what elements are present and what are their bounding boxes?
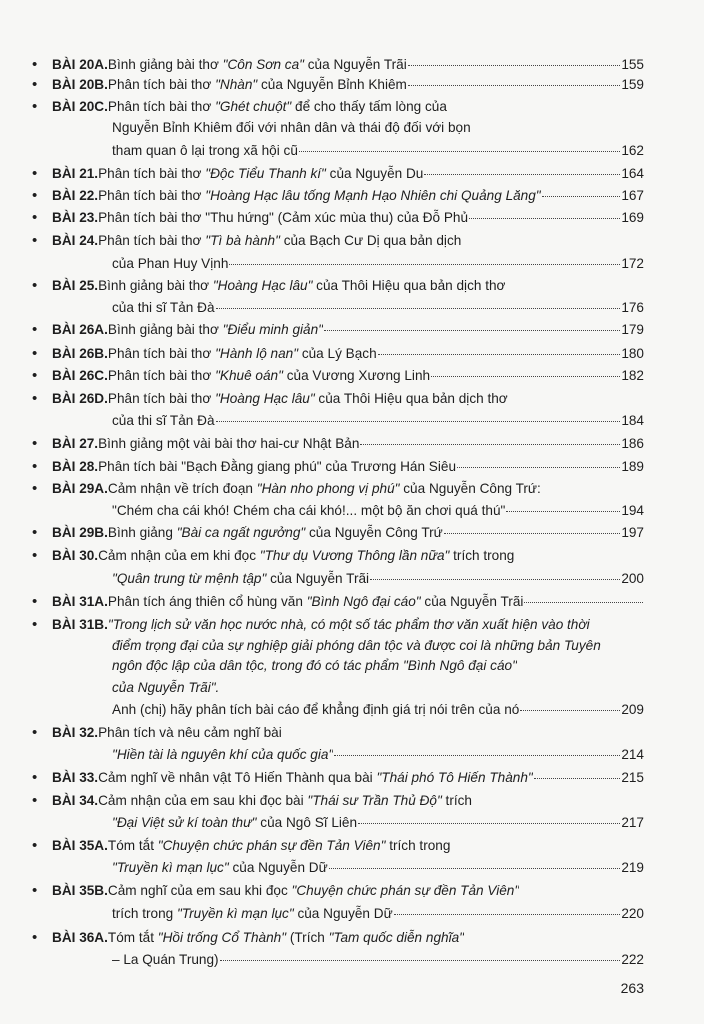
entry-title — [112, 298, 215, 317]
title-fragment: Phân tích bài thơ — [107, 346, 216, 361]
entry-title — [98, 791, 472, 810]
entry-label: BÀI 27. — [52, 436, 99, 451]
toc-line — [32, 457, 644, 476]
toc-line — [112, 298, 644, 317]
toc-line — [32, 523, 644, 542]
title-fragment: "Độc Tiểu Thanh kí" — [205, 166, 326, 181]
bullet-icon: • — [32, 345, 38, 362]
title-fragment: "Hiền tài là nguyên khí của quốc gia" — [112, 747, 334, 762]
entry-page-number: 194 — [621, 503, 644, 518]
toc-line — [32, 791, 644, 810]
entry-title — [112, 141, 298, 160]
title-fragment: "Tam quốc diễn nghĩa" — [328, 930, 464, 945]
dot-leader — [220, 960, 621, 961]
title-fragment: Phân tích bài "Bạch Đằng giang phú" của Trương Hán Siêu — [98, 459, 457, 474]
title-fragment: của Nguyễn Dữ — [228, 860, 328, 875]
entry-page-number: 217 — [621, 815, 644, 830]
title-fragment: "Hành lộ nan" — [215, 346, 299, 361]
entry-title — [112, 950, 219, 969]
dot-leader — [542, 196, 621, 197]
entry-title — [108, 479, 541, 498]
toc-line — [32, 55, 644, 74]
entry-title — [108, 928, 464, 947]
page-number: 263 — [620, 980, 644, 996]
entry-page-number: 197 — [621, 525, 644, 540]
title-fragment: "Hoàng Hạc lâu" — [212, 278, 313, 293]
bullet-icon: • — [32, 390, 38, 407]
title-fragment: của Nguyễn Trãi". — [112, 680, 220, 695]
entry-page-number: 159 — [621, 77, 644, 92]
dot-leader — [324, 330, 620, 331]
bullet-icon: • — [32, 321, 38, 338]
title-fragment: của Phan Huy Vịnh — [112, 256, 229, 271]
bullet-icon: • — [32, 209, 38, 226]
entry-title — [112, 678, 219, 697]
title-fragment: của Nguyễn Dữ — [293, 906, 393, 921]
dot-leader — [431, 376, 620, 377]
title-fragment: của Thôi Hiệu qua bản dịch thơ — [314, 391, 508, 406]
bullet-icon: • — [32, 480, 38, 497]
dot-leader — [360, 444, 620, 445]
title-fragment: của Lý Bạch — [298, 346, 377, 361]
entry-page-number: 172 — [621, 256, 644, 271]
title-fragment: của Ngô Sĩ Liên — [256, 815, 358, 830]
title-fragment: Phân tích bài thơ — [107, 99, 216, 114]
entry-label: BÀI 36A. — [52, 930, 108, 945]
title-fragment: Phân tích và nêu cảm nghĩ bài — [98, 725, 282, 740]
entry-title — [112, 904, 393, 923]
dot-leader — [370, 579, 620, 580]
entry-title — [98, 434, 359, 453]
title-fragment: Cảm nghĩ về nhân vật Tô Hiến Thành qua bài — [98, 770, 377, 785]
entry-label: BÀI 20C. — [52, 99, 108, 114]
title-fragment: Phân tích bài thơ — [98, 166, 206, 181]
dot-leader — [229, 264, 620, 265]
title-fragment: Bình giảng bài thơ — [107, 57, 223, 72]
title-fragment: "Thư dụ Vương Thông lần nữa" — [259, 548, 450, 563]
toc-line — [112, 745, 644, 764]
toc-line — [32, 320, 644, 339]
entry-title — [112, 569, 369, 588]
title-fragment: Phân tích bài thơ — [107, 391, 216, 406]
entry-page-number: 220 — [621, 906, 644, 921]
entry-title — [112, 254, 228, 273]
toc-line — [112, 636, 644, 655]
title-fragment: "Truyền kì mạn lục" — [176, 906, 294, 921]
title-fragment: của Nguyễn Du — [325, 166, 424, 181]
toc-line — [32, 208, 644, 227]
bullet-icon: • — [32, 98, 38, 115]
entry-page-number: 169 — [621, 210, 644, 225]
dot-leader — [216, 421, 621, 422]
entry-page-number: 186 — [621, 436, 644, 451]
entry-title — [108, 523, 443, 542]
toc-line — [32, 615, 644, 634]
entry-label: BÀI 28. — [52, 459, 99, 474]
bullet-icon: • — [32, 724, 38, 741]
entry-title — [98, 546, 514, 565]
entry-title — [112, 745, 333, 764]
toc-line — [32, 768, 644, 787]
entry-label: BÀI 35B. — [52, 883, 108, 898]
entry-title — [108, 615, 590, 634]
title-fragment: "Tì bà hành" — [205, 233, 280, 248]
dot-leader — [424, 174, 620, 175]
dot-leader — [329, 868, 621, 869]
title-fragment: Phân tích bài thơ — [98, 188, 206, 203]
title-fragment: Bình giảng bài thơ — [98, 278, 213, 293]
title-fragment: trích trong — [112, 906, 177, 921]
bullet-icon: • — [32, 524, 38, 541]
dot-leader — [394, 914, 621, 915]
title-fragment: "Bình Ngô đại cáo" — [306, 594, 421, 609]
dot-leader — [457, 467, 620, 468]
toc-line — [32, 434, 644, 453]
title-fragment: của Bạch Cư Dị qua bản dịch — [279, 233, 462, 248]
entry-page-number: 214 — [621, 747, 644, 762]
entry-label: BÀI 35A. — [52, 838, 108, 853]
title-fragment: Cảm nhận của em khi đọc — [98, 548, 260, 563]
toc-line — [32, 164, 644, 183]
entry-title — [98, 768, 533, 787]
title-fragment: Cảm nhận về trích đoạn — [107, 481, 257, 496]
toc-line — [32, 276, 644, 295]
toc-line — [112, 904, 644, 923]
entry-title — [98, 208, 468, 227]
entry-page-number: 222 — [621, 952, 644, 967]
title-fragment: của Nguyễn Công Trứ: — [399, 481, 541, 496]
bullet-icon: • — [32, 367, 38, 384]
toc-line — [32, 479, 644, 498]
toc-line — [112, 411, 644, 430]
toc-line — [32, 186, 644, 205]
entry-title — [112, 700, 519, 719]
bullet-icon: • — [32, 929, 38, 946]
title-fragment: "Thái phó Tô Hiến Thành" — [376, 770, 533, 785]
toc-line — [32, 97, 644, 116]
toc-line — [32, 592, 644, 611]
entry-label: BÀI 34. — [52, 793, 99, 808]
entry-page-number: 209 — [621, 702, 644, 717]
entry-title — [98, 186, 541, 205]
title-fragment: Phân tích áng thiên cổ hùng văn — [107, 594, 307, 609]
dot-leader — [524, 602, 643, 603]
toc-line — [112, 501, 644, 520]
entry-title — [112, 501, 505, 520]
entry-label: BÀI 31B. — [52, 617, 108, 632]
title-fragment: "Thái sư Trần Thủ Độ" — [307, 793, 442, 808]
entry-title — [112, 636, 601, 655]
dot-leader — [408, 65, 621, 66]
title-fragment: Tóm tắt — [107, 930, 158, 945]
entry-title — [112, 858, 328, 877]
entry-title — [108, 75, 407, 94]
bullet-icon: • — [32, 76, 38, 93]
title-fragment: trích trong — [385, 838, 451, 853]
bullet-icon: • — [32, 232, 38, 249]
toc-line — [32, 836, 644, 855]
bullet-icon: • — [32, 56, 38, 73]
entry-title — [108, 344, 377, 363]
bullet-icon: • — [32, 769, 38, 786]
title-fragment: của Nguyễn Công Trứ — [305, 525, 443, 540]
entry-label: BÀI 24. — [52, 233, 99, 248]
title-fragment: của thi sĩ Tản Đà — [112, 300, 215, 315]
dot-leader — [506, 511, 620, 512]
entry-page-number: 219 — [621, 860, 644, 875]
title-fragment: ngôn độc lập của dân tộc, trong đó có tác phẩm "Bình Ngô đại cáo" — [112, 658, 517, 673]
entry-title — [108, 881, 519, 900]
entry-page-number: 176 — [621, 300, 644, 315]
toc-line — [112, 118, 644, 137]
title-fragment: Phân tích bài thơ — [107, 368, 216, 383]
title-fragment: "Bài ca ngất ngưởng" — [176, 525, 306, 540]
toc-line — [32, 928, 644, 947]
dot-leader — [469, 218, 620, 219]
title-fragment: Phân tích bài thơ — [107, 77, 216, 92]
entry-page-number: 200 — [621, 571, 644, 586]
entry-title — [108, 55, 407, 74]
dot-leader — [216, 308, 621, 309]
title-fragment: "Chuyện chức phán sự đền Tản Viên" — [291, 883, 520, 898]
title-fragment: "Chuyện chức phán sự đền Tản Viên" — [157, 838, 386, 853]
title-fragment: Bình giảng — [107, 525, 177, 540]
entry-label: BÀI 32. — [52, 725, 99, 740]
entry-label: BÀI 26A. — [52, 322, 108, 337]
toc-line — [32, 723, 644, 742]
entry-page-number: 179 — [621, 322, 644, 337]
toc-line — [112, 141, 644, 160]
dot-leader — [408, 85, 620, 86]
toc-line — [32, 881, 644, 900]
title-fragment: "Điểu minh giản" — [222, 322, 323, 337]
toc-line — [32, 344, 644, 363]
bullet-icon: • — [32, 165, 38, 182]
title-fragment: của Nguyễn Trãi — [266, 571, 370, 586]
entry-label: BÀI 21. — [52, 166, 99, 181]
entry-title — [108, 592, 524, 611]
entry-label: BÀI 33. — [52, 770, 99, 785]
entry-page-number: 215 — [621, 770, 644, 785]
title-fragment: "Khuê oán" — [215, 368, 283, 383]
title-fragment: Bình giảng một vài bài thơ hai-cư Nhật Bản — [98, 436, 360, 451]
dot-leader — [334, 755, 620, 756]
title-fragment: Cảm nhận của em sau khi đọc bài — [98, 793, 308, 808]
title-fragment: Nguyễn Bỉnh Khiêm đối với nhân dân và thái độ đối với bọn — [112, 120, 471, 135]
entry-title — [112, 411, 215, 430]
toc-line — [32, 389, 644, 408]
title-fragment: "Đại Việt sử kí toàn thư" — [112, 815, 257, 830]
title-fragment: để cho thấy tấm lòng của — [291, 99, 447, 114]
bullet-icon: • — [32, 837, 38, 854]
entry-title — [98, 231, 461, 250]
entry-label: BÀI 26D. — [52, 391, 108, 406]
title-fragment: Anh (chị) hãy phân tích bài cáo để khẳng định giá trị nói trên của nó — [112, 702, 520, 717]
toc-line — [32, 231, 644, 250]
entry-title — [108, 836, 451, 855]
toc-line — [112, 656, 644, 675]
entry-title — [98, 164, 423, 183]
entry-title — [98, 276, 505, 295]
bullet-icon: • — [32, 792, 38, 809]
bullet-icon: • — [32, 277, 38, 294]
title-fragment: "Quân trung từ mệnh tập" — [112, 571, 267, 586]
dot-leader — [534, 778, 621, 779]
title-fragment: "Ghét chuột" — [215, 99, 292, 114]
toc-line — [112, 254, 644, 273]
entry-page-number: 189 — [621, 459, 644, 474]
toc-line — [112, 569, 644, 588]
entry-page-number: 155 — [621, 57, 644, 72]
title-fragment: "Truyền kì mạn lục" — [112, 860, 229, 875]
entry-title — [98, 457, 456, 476]
entry-page-number: 180 — [621, 346, 644, 361]
title-fragment: của Nguyễn Trãi — [420, 594, 524, 609]
entry-page-number: 162 — [621, 143, 644, 158]
entry-page-number: 167 — [621, 188, 644, 203]
entry-label: BÀI 26B. — [52, 346, 108, 361]
toc-line — [112, 950, 644, 969]
entry-title — [98, 723, 282, 742]
toc-line — [32, 546, 644, 565]
title-fragment: Phân tích bài thơ "Thu hứng" (Cảm xúc mùa thu) của Đỗ Phủ — [98, 210, 469, 225]
dot-leader — [358, 823, 620, 824]
title-fragment: tham quan ô lại trong xã hội cũ — [112, 143, 298, 158]
entry-label: BÀI 31A. — [52, 594, 108, 609]
title-fragment: của Nguyễn Trãi — [303, 57, 407, 72]
title-fragment: " — [107, 617, 113, 632]
title-fragment: Bình giảng bài thơ — [107, 322, 223, 337]
title-fragment: của Thôi Hiệu qua bản dịch thơ — [312, 278, 506, 293]
entry-page-number: 164 — [621, 166, 644, 181]
entry-label: BÀI 23. — [52, 210, 99, 225]
title-fragment: "Hồi trống Cổ Thành" — [157, 930, 287, 945]
title-fragment: "Nhàn" — [215, 77, 258, 92]
toc-line — [112, 700, 644, 719]
title-fragment: của thi sĩ Tản Đà — [112, 413, 215, 428]
bullet-icon: • — [32, 593, 38, 610]
entry-page-number: 184 — [621, 413, 644, 428]
dot-leader — [520, 710, 620, 711]
entry-title — [108, 389, 508, 408]
title-fragment: – La Quán Trung) — [112, 952, 219, 967]
title-fragment: điểm trọng đại của sự nghiệp giải phóng dân tộc và được coi là những bản Tuyên — [112, 638, 601, 653]
entry-title — [108, 320, 323, 339]
dot-leader — [299, 151, 620, 152]
title-fragment: của Vương Xương Linh — [282, 368, 431, 383]
entry-label: BÀI 26C. — [52, 368, 108, 383]
title-fragment: "Hoàng Hạc lâu tống Mạnh Hạo Nhiên chi Quảng Lăng" — [205, 188, 541, 203]
title-fragment: Phân tích bài thơ — [98, 233, 206, 248]
entry-title — [112, 118, 471, 137]
title-fragment: Cảm nghĩ của em sau khi đọc — [107, 883, 292, 898]
title-fragment: "Chém cha cái khó! Chém cha cái khó!... một bộ ăn chơi quá thú" — [112, 503, 506, 518]
entry-label: BÀI 30. — [52, 548, 99, 563]
dot-leader — [378, 354, 621, 355]
entry-label: BÀI 22. — [52, 188, 99, 203]
entry-page-number: 182 — [621, 368, 644, 383]
title-fragment: của Nguyễn Bỉnh Khiêm — [257, 77, 407, 92]
bullet-icon: • — [32, 187, 38, 204]
entry-label: BÀI 29A. — [52, 481, 108, 496]
title-fragment: "Côn Sơn ca" — [222, 57, 304, 72]
entry-title — [108, 97, 447, 116]
entry-label: BÀI 20A. — [52, 57, 108, 72]
toc-line — [112, 678, 644, 697]
entry-label: BÀI 20B. — [52, 77, 108, 92]
title-fragment: "Hoàng Hạc lâu" — [215, 391, 315, 406]
title-fragment: Tóm tắt — [107, 838, 158, 853]
entry-label: BÀI 25. — [52, 278, 99, 293]
title-fragment: trích trong — [449, 548, 515, 563]
title-fragment: Trong lịch sử văn học nước nhà, có một số tác phẩm thơ văn xuất hiện vào thời — [112, 617, 590, 632]
toc-line — [32, 366, 644, 385]
title-fragment: trích — [441, 793, 472, 808]
entry-title — [108, 366, 430, 385]
toc-line — [112, 813, 644, 832]
dot-leader — [444, 533, 621, 534]
entry-label: BÀI 29B. — [52, 525, 108, 540]
bullet-icon: • — [32, 547, 38, 564]
toc-line — [112, 858, 644, 877]
bullet-icon: • — [32, 458, 38, 475]
entry-title — [112, 656, 517, 675]
entry-title — [112, 813, 357, 832]
toc-line — [32, 75, 644, 94]
bullet-icon: • — [32, 616, 38, 633]
bullet-icon: • — [32, 882, 38, 899]
title-fragment: "Hàn nho phong vị phú" — [256, 481, 400, 496]
title-fragment: (Trích — [286, 930, 329, 945]
bullet-icon: • — [32, 435, 38, 452]
